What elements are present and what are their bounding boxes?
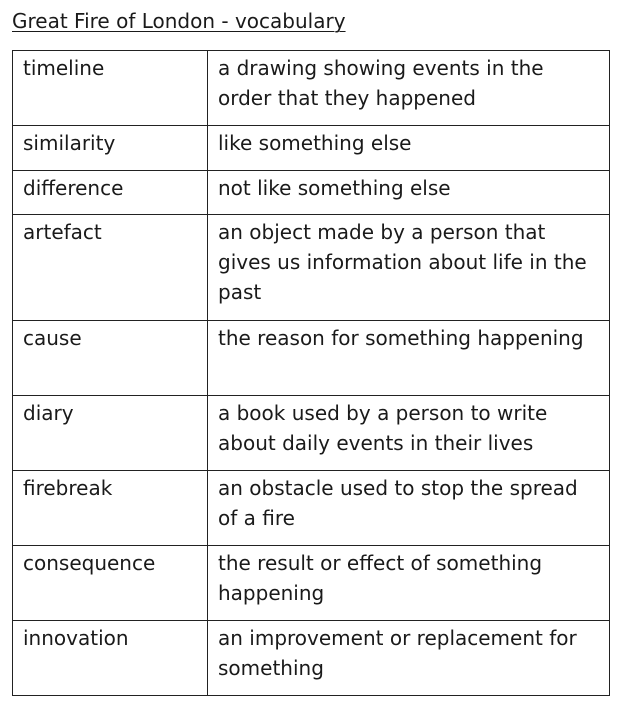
term-cell: timeline [13,51,208,126]
definition-cell: an obstacle used to stop the spread of a fire [208,471,610,546]
term-cell: innovation [13,621,208,696]
definition-cell: an improvement or replacement for something [208,621,610,696]
table-row [13,621,610,696]
term-cell: firebreak [13,471,208,546]
table-row [13,471,610,546]
definition-cell: a drawing showing events in the order that they happened [208,51,610,126]
vocabulary-table [12,50,610,696]
definition-cell: like something else [208,126,610,171]
table-row [13,396,610,471]
term-cell: cause [13,321,208,396]
table-row [13,51,610,126]
definition-cell: not like something else [208,171,610,215]
term-cell: difference [13,171,208,215]
definition-cell: the reason for something happening [208,321,610,396]
definition-cell: a book used by a person to write about daily events in their lives [208,396,610,471]
term-cell: artefact [13,215,208,321]
page-title: Great Fire of London - vocabulary [12,9,346,33]
table-row [13,126,610,171]
term-cell: similarity [13,126,208,171]
table-row [13,171,610,215]
term-cell: consequence [13,546,208,621]
table-row [13,321,610,396]
table-row [13,215,610,321]
definition-cell: an object made by a person that gives us information about life in the past [208,215,610,321]
term-cell: diary [13,396,208,471]
table-row [13,546,610,621]
definition-cell: the result or effect of something happening [208,546,610,621]
